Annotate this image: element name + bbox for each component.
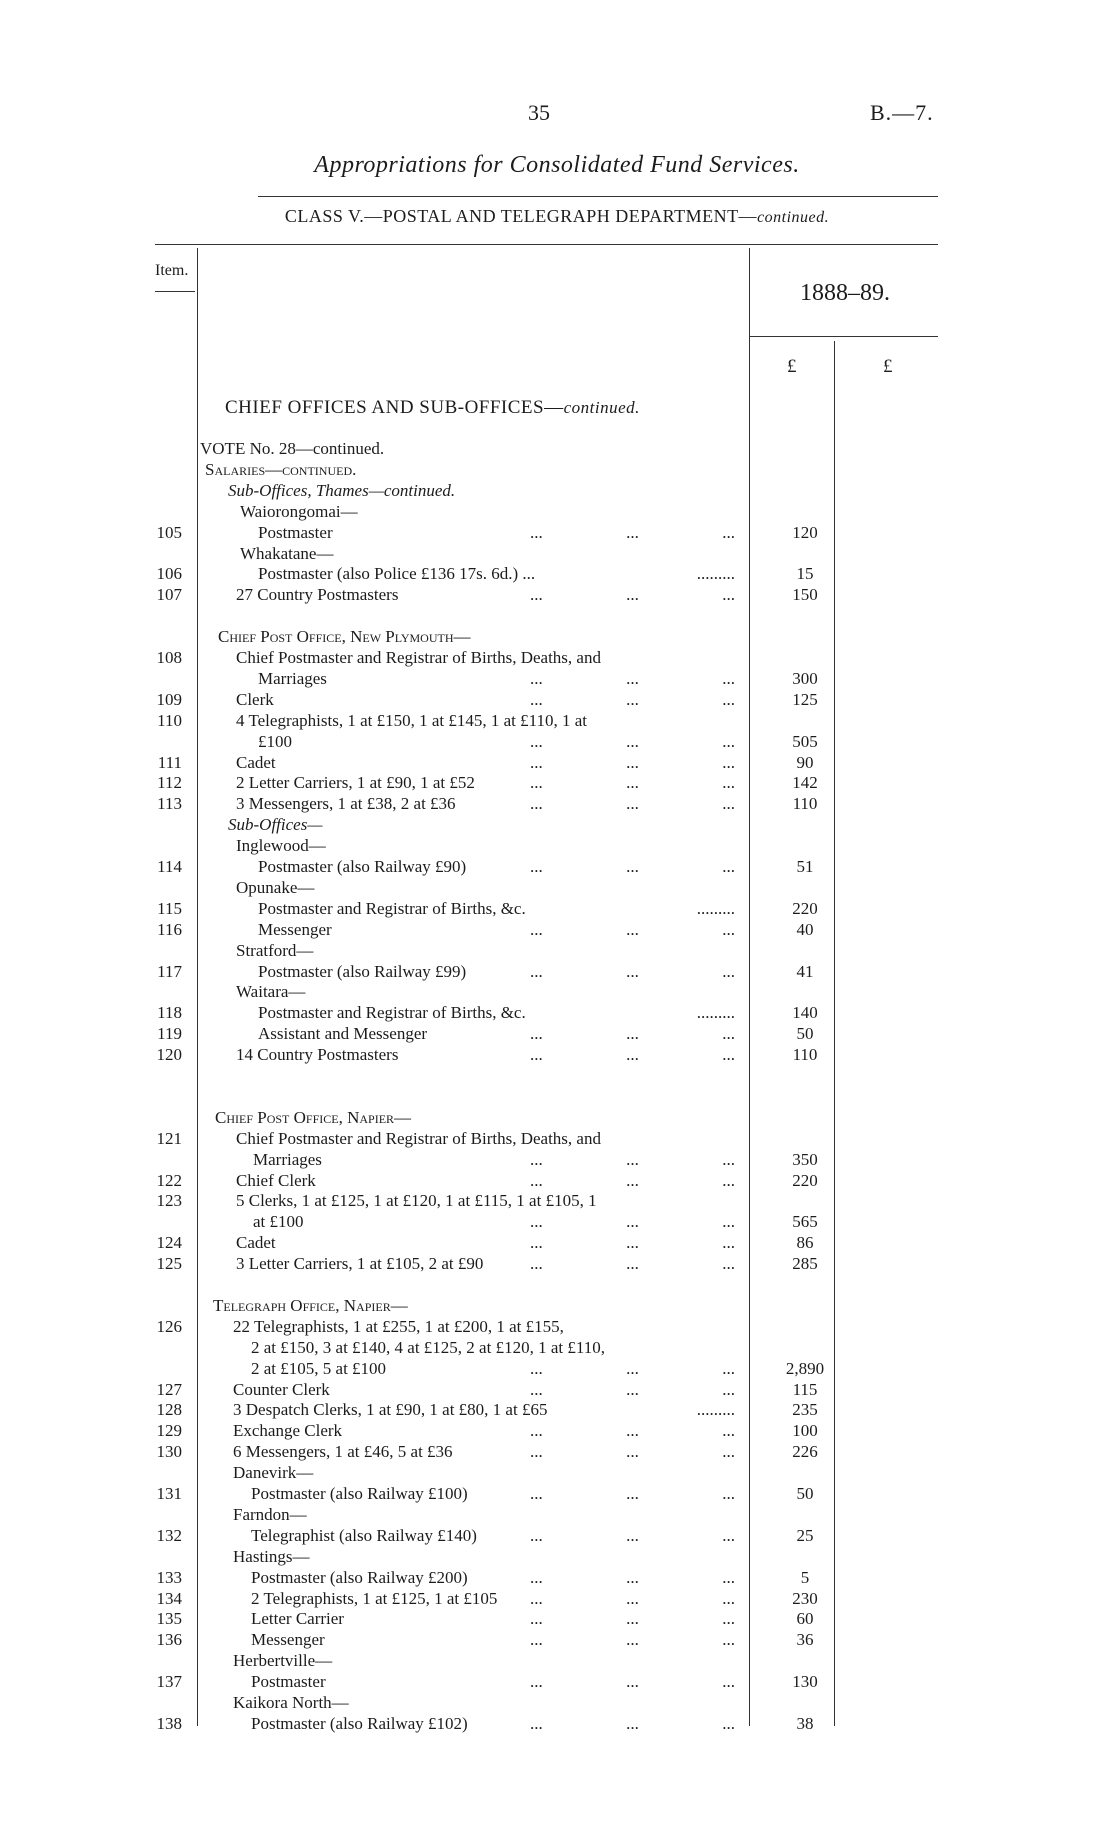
item-number: 132 <box>156 1525 182 1545</box>
item-number: 124 <box>156 1233 182 1253</box>
table-row <box>0 877 1114 898</box>
item-description: Stratford— <box>236 940 314 960</box>
amount-value: 38 <box>796 1713 814 1733</box>
table-row <box>0 1149 1114 1170</box>
table-row <box>0 1107 1114 1128</box>
leader-dots: ... ... ... <box>530 1358 735 1378</box>
item-description: Postmaster (also Police £136 17s. 6d.) ... <box>258 564 536 584</box>
table-row <box>0 1065 1114 1086</box>
section-heading-text: CHIEF OFFICES AND SUB-OFFICES— <box>225 397 564 418</box>
table-row <box>0 438 1114 459</box>
leader-dots: ... ... ... <box>530 961 735 981</box>
table-row <box>0 1629 1114 1650</box>
item-description: 2 at £105, 5 at £100 <box>251 1358 387 1378</box>
table-row <box>0 1274 1114 1295</box>
leader-dots: ... ... ... <box>530 794 735 814</box>
table-row <box>0 1232 1114 1253</box>
amount-value: 25 <box>796 1525 814 1545</box>
table-row <box>0 1671 1114 1692</box>
item-description: 3 Messengers, 1 at £38, 2 at £36 <box>236 794 456 814</box>
table-row <box>0 1379 1114 1400</box>
table-row <box>0 626 1114 647</box>
item-description: Postmaster (also Railway £200) <box>251 1567 468 1587</box>
item-number: 133 <box>156 1567 182 1587</box>
amount-value: 36 <box>796 1630 814 1650</box>
item-description: Marriages <box>253 1149 322 1169</box>
item-number: 110 <box>157 710 182 730</box>
leader-dots: ... ... ... <box>530 1254 735 1274</box>
item-number: 123 <box>156 1191 182 1211</box>
table-row <box>0 919 1114 940</box>
table-row <box>0 772 1114 793</box>
item-number: 129 <box>156 1421 182 1441</box>
item-number: 119 <box>157 1024 182 1044</box>
leader-dots: ... ... ... <box>530 1442 735 1462</box>
table-row <box>0 1086 1114 1107</box>
item-description: Whakatane— <box>240 543 334 563</box>
leader-dots: ... ... ... <box>530 1421 735 1441</box>
item-number: 112 <box>157 773 182 793</box>
item-number: 105 <box>156 522 182 542</box>
table-row <box>0 1441 1114 1462</box>
amount-value: 90 <box>796 752 814 772</box>
table-row <box>0 981 1114 1002</box>
table-row <box>0 856 1114 877</box>
leader-dots: ... ... ... <box>696 564 735 584</box>
amount-value: 226 <box>792 1442 818 1462</box>
amount-value: 15 <box>796 564 814 584</box>
item-description: Opunake— <box>236 877 315 897</box>
class-heading-continued: continued. <box>757 209 830 226</box>
leader-dots: ... ... ... <box>530 1588 735 1608</box>
table-row <box>0 1692 1114 1713</box>
item-description: 5 Clerks, 1 at £125, 1 at £120, 1 at £115, 1 at £105, 1 <box>236 1191 597 1211</box>
item-description: Postmaster (also Railway £100) <box>251 1484 468 1503</box>
item-number: 114 <box>157 857 182 876</box>
leader-dots: ... ... ... <box>530 1379 735 1399</box>
item-description: Assistant and Messenger <box>258 1024 428 1044</box>
pound-unit-col1: £ <box>787 356 797 377</box>
item-description: Telegraphist (also Railway £140) <box>251 1525 477 1545</box>
amount-value: 50 <box>796 1024 814 1044</box>
item-description: Postmaster and Registrar of Births, &c. <box>258 1003 526 1023</box>
leader-dots: ... ... ... <box>530 1672 735 1692</box>
amount-value: 120 <box>792 522 818 542</box>
amount-value: 565 <box>792 1212 818 1232</box>
amount-value: 150 <box>792 585 818 605</box>
leader-dots: ... ... ... <box>530 1170 735 1190</box>
item-description: Chief Post Office, New Plymouth— <box>218 627 471 647</box>
table-row <box>0 584 1114 605</box>
item-description: Waitara— <box>236 982 306 1002</box>
item-description: Inglewood— <box>236 836 326 856</box>
table-row <box>0 668 1114 689</box>
page-title: Appropriations for Consolidated Fund Services. <box>314 152 800 178</box>
table-row <box>0 605 1114 626</box>
item-number: 122 <box>156 1170 182 1190</box>
table-row <box>0 1044 1114 1065</box>
item-description: 2 at £150, 3 at £140, 4 at £125, 2 at £120, 1 at £110, <box>251 1337 605 1357</box>
item-description: 3 Despatch Clerks, 1 at £90, 1 at £80, 1 at £65 <box>233 1400 548 1420</box>
table-row <box>0 1253 1114 1274</box>
table-row <box>0 501 1114 522</box>
item-description: £100 <box>258 731 292 751</box>
leader-dots: ... ... ... <box>530 689 735 709</box>
amount-value: 110 <box>792 1045 818 1065</box>
item-number: 137 <box>156 1672 182 1692</box>
item-description: Hastings— <box>233 1546 310 1566</box>
table-row <box>0 1650 1114 1671</box>
item-description: Waiorongomai— <box>240 501 358 521</box>
page-number: 35 <box>528 100 550 125</box>
amount-value: 100 <box>792 1421 818 1441</box>
item-description: Messenger <box>258 919 332 939</box>
item-number: 126 <box>156 1316 182 1336</box>
leader-dots: ... ... ... <box>530 668 735 688</box>
amount-value: 142 <box>792 773 818 793</box>
table-row <box>0 1170 1114 1191</box>
table-row <box>0 1295 1114 1316</box>
item-description: Postmaster <box>251 1672 326 1692</box>
item-number: 106 <box>156 564 182 584</box>
amount-value: 285 <box>792 1254 818 1274</box>
item-description: Sub-Offices— <box>228 815 323 835</box>
item-description: 14 Country Postmasters <box>236 1045 399 1065</box>
item-description: at £100 <box>253 1212 304 1232</box>
table-row <box>0 1190 1114 1211</box>
table-row <box>0 1128 1114 1149</box>
item-description: Clerk <box>236 689 274 709</box>
item-description: 6 Messengers, 1 at £46, 5 at £36 <box>233 1442 453 1462</box>
item-number: 109 <box>156 689 182 709</box>
item-description: Chief Post Office, Napier— <box>215 1107 412 1127</box>
item-description: Danevirk— <box>233 1463 314 1483</box>
leader-dots: ... ... ... <box>530 1149 735 1169</box>
leader-dots: ... ... ... <box>696 1003 735 1023</box>
table-row <box>0 563 1114 584</box>
table-row <box>0 1358 1114 1379</box>
amount-value: 60 <box>796 1609 814 1629</box>
item-description: 2 Telegraphists, 1 at £125, 1 at £105 <box>251 1588 498 1608</box>
item-description: Herbertville— <box>233 1651 333 1671</box>
table-row <box>0 814 1114 835</box>
item-number: 120 <box>156 1045 182 1065</box>
leader-dots: ... ... ... <box>530 752 735 772</box>
leader-dots: ... ... ... <box>530 1233 735 1253</box>
leader-dots: ... ... ... <box>530 1212 735 1232</box>
amount-value: 130 <box>792 1672 818 1692</box>
table-row <box>0 1211 1114 1232</box>
table-row <box>0 835 1114 856</box>
table-row <box>0 710 1114 731</box>
amount-value: 40 <box>796 919 814 939</box>
table-row <box>0 1504 1114 1525</box>
table-row <box>0 1420 1114 1441</box>
table-row <box>0 793 1114 814</box>
leader-dots: ... ... ... <box>530 919 735 939</box>
document-reference: B.—7. <box>870 100 934 125</box>
item-description: Letter Carrier <box>251 1609 344 1629</box>
leader-dots: ... ... ... <box>530 522 735 542</box>
table-row <box>0 1483 1114 1504</box>
table-row <box>0 543 1114 564</box>
leader-dots: ... ... ... <box>530 1630 735 1650</box>
amount-value: 220 <box>792 898 818 918</box>
table-row <box>0 689 1114 710</box>
item-number: 121 <box>156 1128 182 1148</box>
item-description: Counter Clerk <box>233 1379 330 1399</box>
item-number: 138 <box>156 1713 182 1733</box>
table-row <box>0 1023 1114 1044</box>
item-description: 27 Country Postmasters <box>236 585 399 605</box>
item-description: Postmaster (also Railway £99) <box>258 961 467 981</box>
table-row <box>0 961 1114 982</box>
item-description: Farndon— <box>233 1504 307 1524</box>
item-number: 130 <box>156 1442 182 1462</box>
item-description: Chief Clerk <box>236 1170 316 1190</box>
amount-value: 50 <box>796 1484 814 1503</box>
amount-value: 235 <box>792 1400 818 1420</box>
amount-value: 41 <box>796 961 814 981</box>
table-row <box>0 1608 1114 1629</box>
leader-dots: ... ... ... <box>530 857 735 876</box>
amount-value: 350 <box>792 1149 818 1169</box>
item-number: 135 <box>156 1609 182 1629</box>
item-description: Marriages <box>258 668 327 688</box>
table-row <box>0 1337 1114 1358</box>
table-row <box>0 940 1114 961</box>
amount-value: 230 <box>792 1588 818 1608</box>
table-row <box>0 459 1114 480</box>
item-description: 4 Telegraphists, 1 at £150, 1 at £145, 1 at £110, 1 at <box>236 710 588 730</box>
table-row <box>0 1002 1114 1023</box>
table-row <box>0 1462 1114 1483</box>
leader-dots: ... ... ... <box>696 898 735 918</box>
table-row <box>0 731 1114 752</box>
item-number: 127 <box>156 1379 182 1399</box>
item-number: 115 <box>157 898 182 918</box>
item-number: 108 <box>156 648 182 667</box>
class-heading <box>0 206 1114 227</box>
year-header-rule <box>750 336 938 337</box>
item-description: Salaries—continued. <box>205 459 357 479</box>
table-row <box>0 1713 1114 1734</box>
amount-value: 5 <box>800 1567 810 1587</box>
section-heading-continued: continued. <box>563 398 640 417</box>
class-heading-text: CLASS V.—POSTAL AND TELEGRAPH DEPARTMENT— <box>284 206 758 226</box>
item-number: 116 <box>157 919 182 939</box>
table-row <box>0 1316 1114 1337</box>
item-header-underline <box>155 291 195 292</box>
amount-value: 140 <box>792 1003 818 1023</box>
leader-dots: ... ... ... <box>530 585 735 605</box>
leader-dots: ... ... ... <box>530 1567 735 1587</box>
item-number: 113 <box>157 794 182 814</box>
table-top-rule <box>155 244 938 245</box>
item-description: Postmaster (also Railway £90) <box>258 857 467 876</box>
item-number: 111 <box>157 752 182 772</box>
amount-value: 115 <box>792 1379 818 1399</box>
item-description: Postmaster (also Railway £102) <box>251 1713 468 1733</box>
item-description: Chief Postmaster and Registrar of Births, Deaths, and <box>236 1128 601 1148</box>
leader-dots: ... ... ... <box>530 1024 735 1044</box>
table-row <box>0 480 1114 501</box>
table-row <box>0 752 1114 773</box>
amount-value: 220 <box>792 1170 818 1190</box>
leader-dots: ... ... ... <box>530 1045 735 1065</box>
year-column-header: 1888–89. <box>800 280 890 306</box>
table-row <box>0 1546 1114 1567</box>
item-column-header: Item. <box>155 262 189 279</box>
table-row <box>0 522 1114 543</box>
table-row <box>0 1399 1114 1420</box>
item-description: 2 Letter Carriers, 1 at £90, 1 at £52 <box>236 773 475 793</box>
amount-value: 125 <box>792 689 818 709</box>
item-description: Postmaster and Registrar of Births, &c. <box>258 898 526 918</box>
leader-dots: ... ... ... <box>530 731 735 751</box>
item-description: Cadet <box>236 1233 276 1253</box>
leader-dots: ... ... ... <box>530 1609 735 1629</box>
title-rule <box>258 196 938 197</box>
leader-dots: ... ... ... <box>530 1525 735 1545</box>
pound-unit-col2: £ <box>883 356 893 377</box>
item-description: Sub-Offices, Thames—continued. <box>228 480 456 500</box>
item-description: VOTE No. 28—continued. <box>200 439 385 458</box>
leader-dots: ... ... ... <box>530 773 735 793</box>
item-number: 117 <box>157 961 182 981</box>
section-heading <box>225 397 640 419</box>
item-number: 134 <box>156 1588 182 1608</box>
amount-value: 110 <box>792 794 818 814</box>
table-row <box>0 898 1114 919</box>
item-number: 107 <box>156 585 182 605</box>
item-number: 128 <box>156 1400 182 1420</box>
item-number: 136 <box>156 1630 182 1650</box>
item-description: 3 Letter Carriers, 1 at £105, 2 at £90 <box>236 1254 484 1274</box>
table-row <box>0 647 1114 668</box>
table-row <box>0 1588 1114 1609</box>
item-description: Kaikora North— <box>233 1693 349 1712</box>
item-number: 118 <box>157 1003 182 1023</box>
amount-value: 2,890 <box>785 1358 825 1378</box>
table-row <box>0 1525 1114 1546</box>
leader-dots: ... ... ... <box>530 1713 735 1733</box>
amount-value: 505 <box>792 731 818 751</box>
amount-value: 300 <box>792 668 818 688</box>
item-description: Telegraph Office, Napier— <box>213 1295 408 1315</box>
item-description: Messenger <box>251 1630 325 1650</box>
item-description: Cadet <box>236 752 276 772</box>
leader-dots: ... ... ... <box>530 1484 735 1503</box>
amount-value: 51 <box>796 857 814 876</box>
leader-dots: ... ... ... <box>696 1400 735 1420</box>
item-description: Chief Postmaster and Registrar of Births, Deaths, and <box>236 648 601 667</box>
item-description: Postmaster <box>258 522 333 542</box>
table-row <box>0 1567 1114 1588</box>
item-number: 131 <box>156 1484 182 1503</box>
item-description: 22 Telegraphists, 1 at £255, 1 at £200, 1 at £155, <box>233 1316 564 1336</box>
item-number: 125 <box>156 1254 182 1274</box>
item-description: Exchange Clerk <box>233 1421 343 1441</box>
amount-value: 86 <box>796 1233 814 1253</box>
